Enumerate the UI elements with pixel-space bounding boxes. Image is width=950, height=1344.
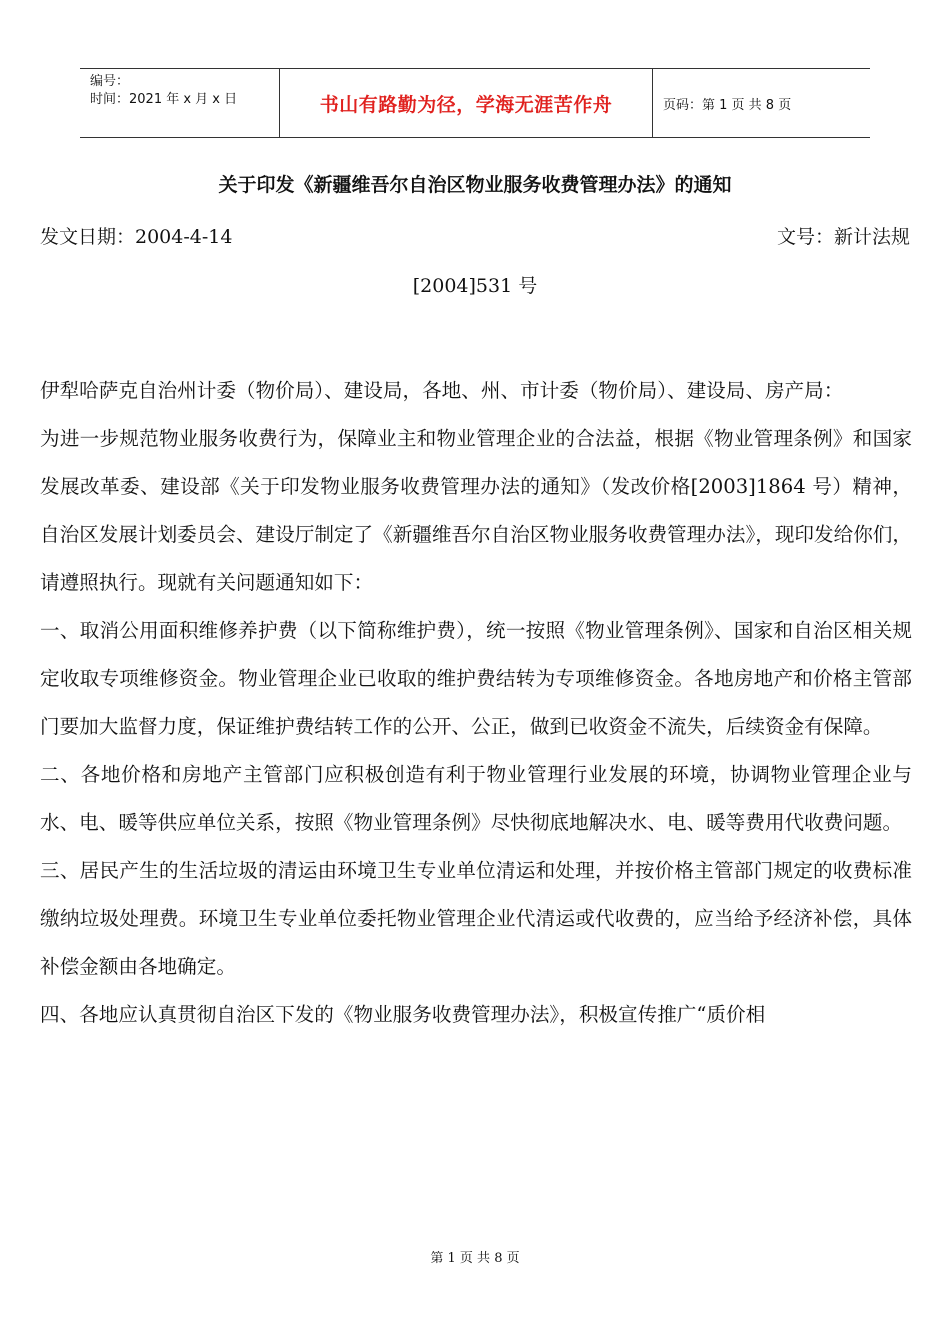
header-page-info: 页码：第 1 页 共 8 页 xyxy=(663,97,792,113)
issue-date: 发文日期：2004-4-14 xyxy=(40,226,233,248)
document-number-label: 编号： xyxy=(90,74,130,89)
document-number-continued: [2004]531 号 xyxy=(412,275,538,297)
body-paragraph: 为进一步规范物业服务收费行为，保障业主和物业管理企业的合法益，根据《物业管理条例》和国家发展改革委、建设部《关于印发物业服务收费管理办法的通知》（发改价格[2003]1864 号）精神，自治区发展计划委员会、建设厅制定了《新疆维吾尔自治区物业服务收费管理办法》，现印发给你们，请遵照执行。现就有关问题通知如下： xyxy=(40,427,912,594)
document-body xyxy=(40,367,912,1039)
header-motto: 书山有路勤为径，学海无涯苦作舟 xyxy=(280,69,653,137)
body-paragraph: 一、取消公用面积维修养护费（以下简称维护费），统一按照《物业管理条例》、国家和自治区相关规定收取专项维修资金。物业管理企业已收取的维护费结转为专项维修资金。各地房地产和价格主管部门要加大监督力度，保证维护费结转工作的公开、公正，做到已收资金不流失，后续资金有保障。 xyxy=(40,619,912,738)
body-paragraph: 四、各地应认真贯彻自治区下发的《物业服务收费管理办法》，积极宣传推广“质价相 xyxy=(40,1003,766,1026)
document-time-label: 时间：2021 年 x 月 x 日 xyxy=(90,92,238,107)
page-footer: 第 1 页 共 8 页 xyxy=(430,1251,520,1266)
document-title: 关于印发《新疆维吾尔自治区物业服务收费管理办法》的通知 xyxy=(218,174,732,196)
document-meta-row xyxy=(40,222,910,249)
body-paragraph: 二、各地价格和房地产主管部门应积极创造有利于物业管理行业发展的环境，协调物业管理企业与水、电、暖等供应单位关系，按照《物业管理条例》尽快彻底地解决水、电、暖等费用代收费问题。 xyxy=(40,763,912,834)
addressee-paragraph: 伊犁哈萨克自治州计委（物价局）、建设局，各地、州、市计委（物价局）、建设局、房产局： xyxy=(40,379,844,402)
document-number: 文号：新计法规 xyxy=(776,226,910,248)
header-table xyxy=(80,68,870,138)
body-paragraph: 三、居民产生的生活垃圾的清运由环境卫生专业单位清运和处理，并按价格主管部门规定的收费标准缴纳垃圾处理费。环境卫生专业单位委托物业管理企业代清运或代收费的，应当给予经济补偿，具体补偿金额由各地确定。 xyxy=(40,859,912,978)
header-info-cell xyxy=(80,69,280,137)
